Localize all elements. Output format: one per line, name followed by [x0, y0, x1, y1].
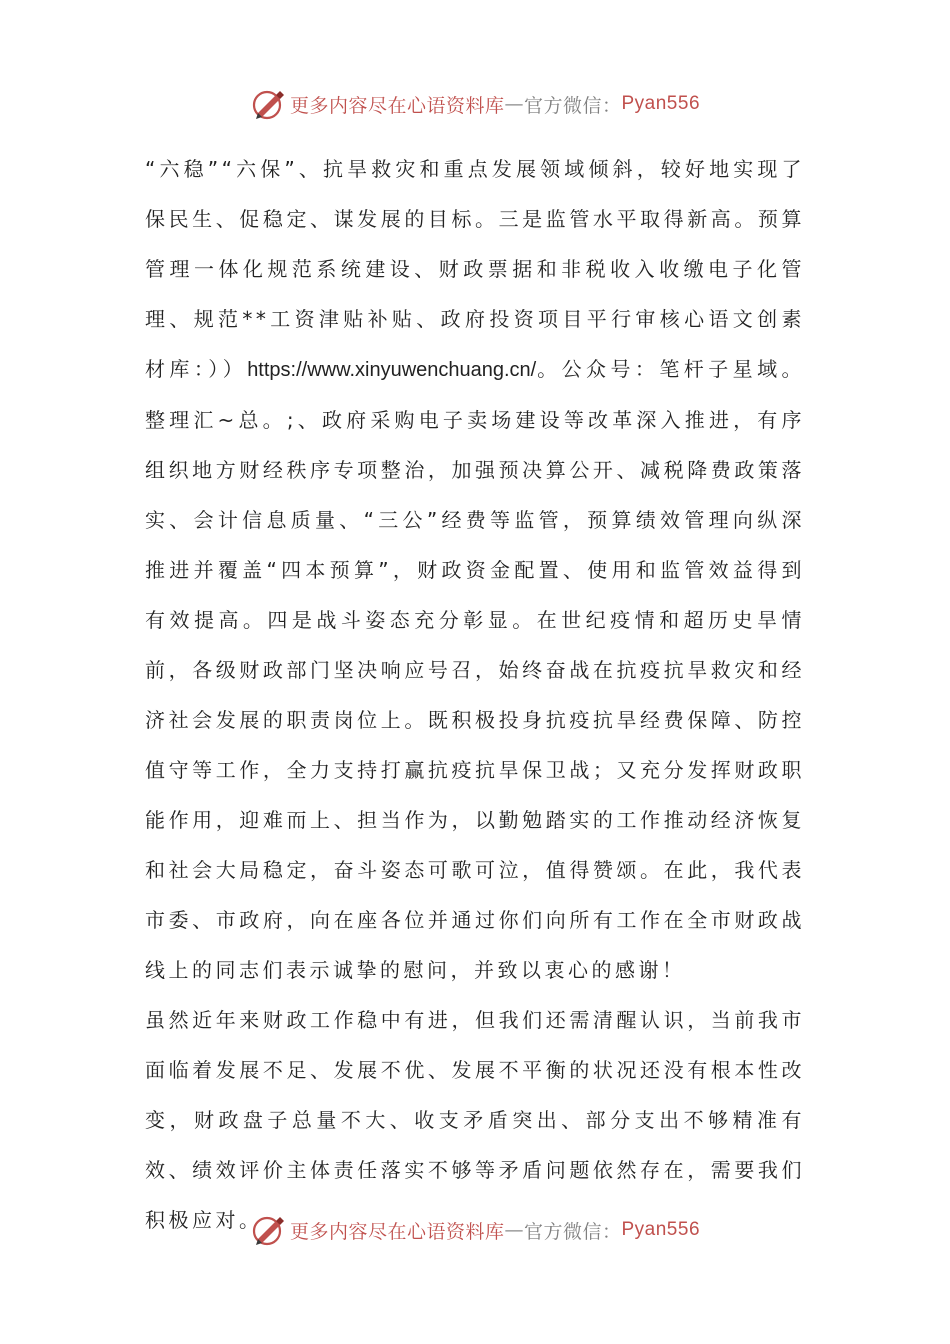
header-banner	[0, 84, 950, 124]
footer-banner	[0, 1210, 950, 1250]
website-link[interactable]: https://www.xinyuwenchuang.cn/	[247, 359, 537, 381]
site-name: 更多内容尽在心语资料库	[289, 94, 505, 117]
pen-logo-icon	[250, 1212, 286, 1248]
paragraph-1-text-b: 。公众号：笔杆子星域。整理汇~总。;、政府采购电子卖场建设等改革深入推进，有序组织地方财经秩序专项整治，加强预决算公开、减税降费政策落实、会计信息质量、“三公”经费等监管，预算绩效管理向纵深推进并覆盖“四本预算”，财政资金配置、使用和监管效益得到有效提高。四是战斗姿态充分彰显。在世纪疫情和超历史旱情前，各级财政部门坚决响应号召，始终奋战在抗疫抗旱救灾和经济社会发展的职责岗位上。既积极投身抗疫抗旱经费保障、防控值守等工作，全力支持打赢抗疫抗旱保卫战；又充分发挥财政职能作用，迎难而上、担当作为，以勤勉踏实的工作推动经济恢复和社会大局稳定，奋斗姿态可歌可泣，值得赞颂。在此，我代表市委、市政府，向在座各位并通过你们向所有工作在全市财政战线上的同志们表示诚挚的慰问，并致以衷心的感谢！	[145, 357, 806, 982]
official-wechat-label: 官方微信：	[523, 1220, 622, 1243]
banner-separator: —	[504, 1219, 524, 1241]
pen-logo-icon	[250, 86, 286, 122]
site-name: 更多内容尽在心语资料库	[289, 1220, 505, 1243]
paragraph-2: 虽然近年来财政工作稳中有进，但我们还需清醒认识，当前我市面临着发展不足、发展不优、发展不平衡的状况还没有根本性改变，财政盘子总量不大、收支矛盾突出、部分支出不够精准有效、绩效评价主体责任落实不够等矛盾问题依然存在，需要我们积极应对。	[145, 1008, 805, 1232]
official-wechat-label: 官方微信：	[523, 94, 622, 117]
paragraph-1	[145, 144, 805, 995]
wechat-id: Pyan556	[621, 93, 701, 114]
document-body	[145, 144, 805, 1245]
banner-separator: —	[504, 93, 524, 115]
paragraph-1-text-a: “六稳”“六保”、抗旱救灾和重点发展领域倾斜，较好地实现了保民生、促稳定、谋发展的目标。三是监管水平取得新高。预算管理一体化规范系统建设、财政票据和非税收入收缴电子化管理、规范**工资津贴补贴、政府投资项目平行审核心语文创素材库：））	[145, 157, 805, 381]
wechat-id: Pyan556	[621, 1219, 701, 1240]
